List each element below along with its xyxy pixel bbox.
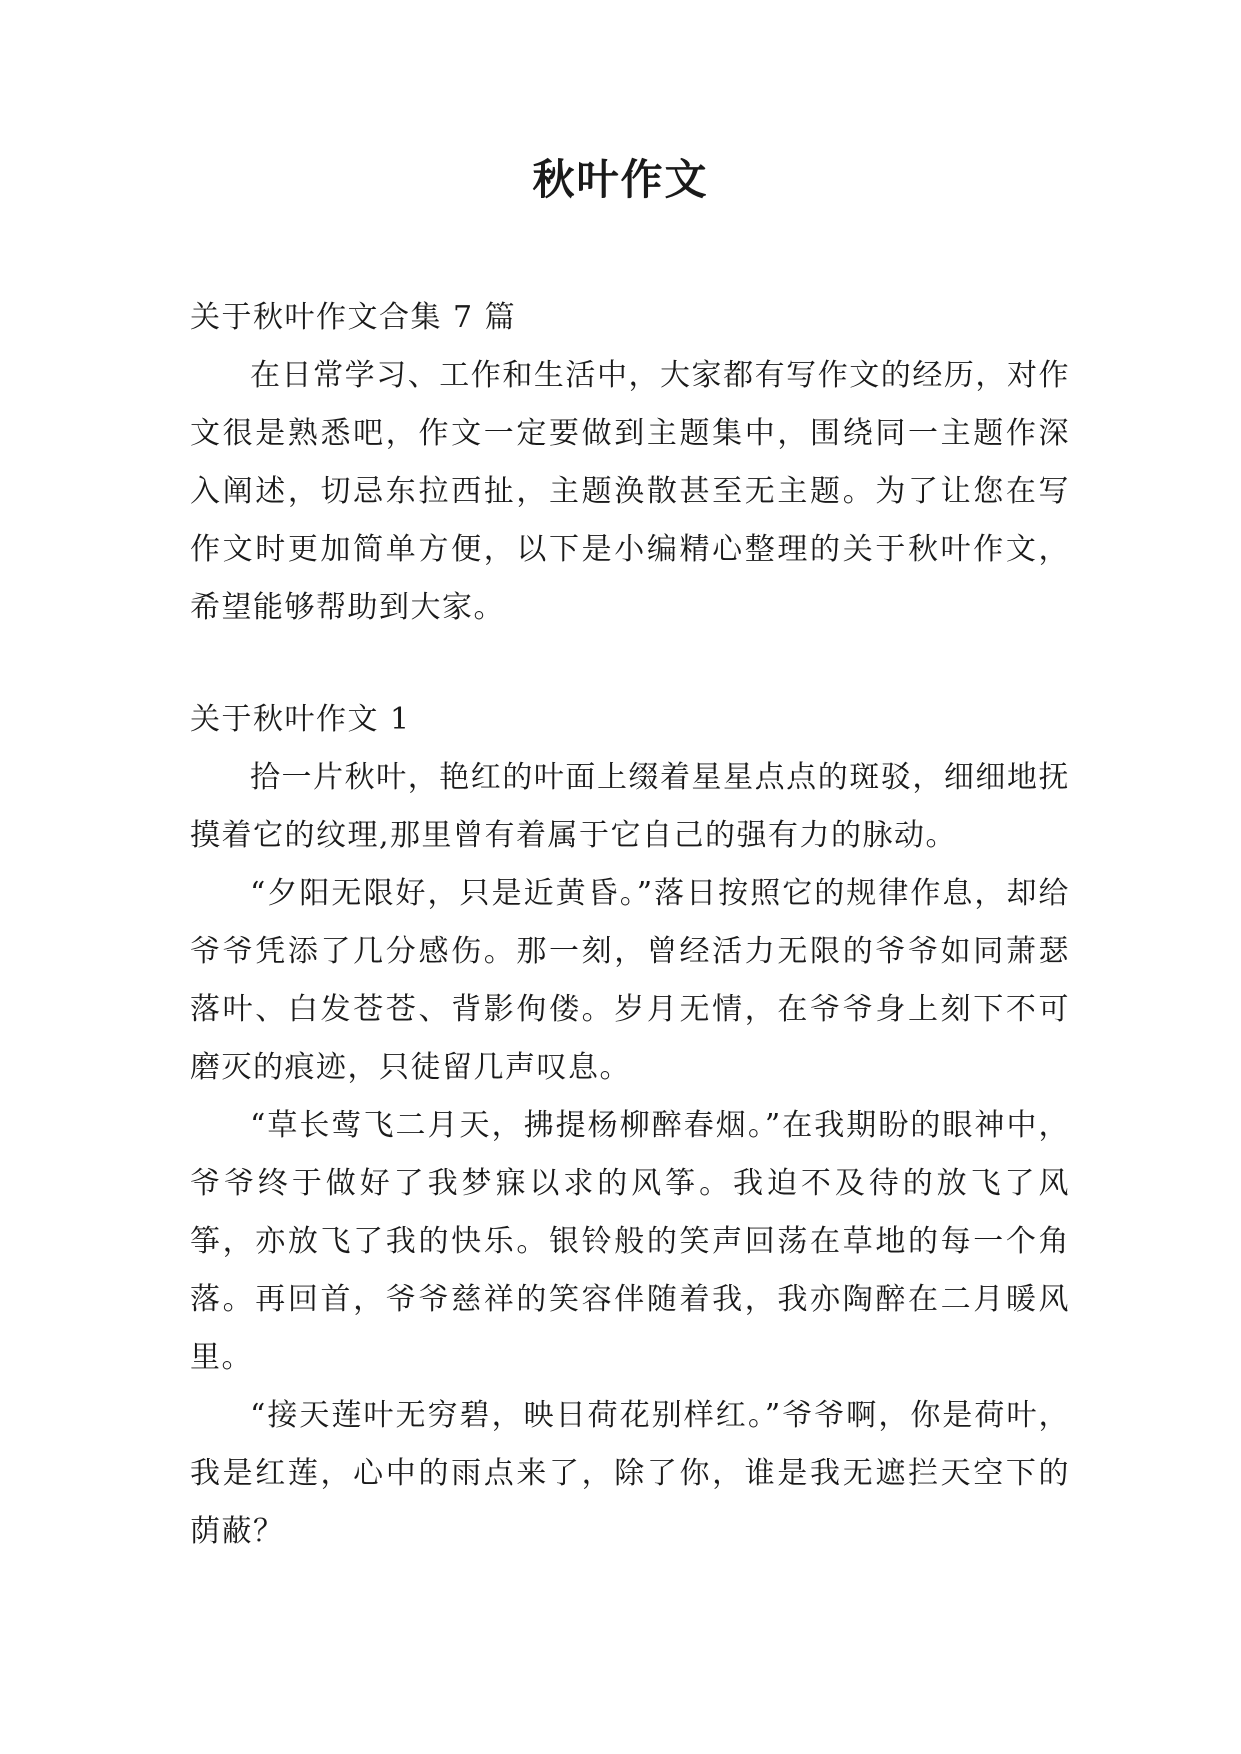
document-title: 秋叶作文 xyxy=(532,155,709,204)
intro-paragraph: 在日常学习、工作和生活中，大家都有写作文的经历，对作文很是熟悉吧，作文一定要做到主题集中，围绕同一主题作深入阐述，切忌东拉西扯，主题涣散甚至无主题。为了让您在写作文时更加简单方便，以下是小编精心整理的关于秋叶作文，希望能够帮助到大家。 xyxy=(190,358,1070,625)
essay-1-section xyxy=(190,691,1070,1561)
essay-1-paragraph-4: “接天莲叶无穷碧，映日荷花别样红。”爷爷啊，你是荷叶，我是红莲，心中的雨点来了，除了你，谁是我无遮拦天空下的荫蔽？ xyxy=(190,1398,1070,1549)
essay-1-heading: 关于秋叶作文 1 xyxy=(190,702,411,737)
essay-1-paragraph-2: “夕阳无限好，只是近黄昏。”落日按照它的规律作息，却给爷爷凭添了几分感伤。那一刻，曾经活力无限的爷爷如同萧瑟落叶、白发苍苍、背影佝偻。岁月无情，在爷爷身上刻下不可磨灭的痕迹，只徒留几声叹息。 xyxy=(190,876,1070,1085)
intro-section xyxy=(190,289,1070,637)
intro-heading: 关于秋叶作文合集 7 篇 xyxy=(190,300,517,335)
essay-1-paragraph-3: “草长莺飞二月天，拂提杨柳醉春烟。”在我期盼的眼神中，爷爷终于做好了我梦寐以求的风筝。我迫不及待的放飞了风筝，亦放飞了我的快乐。银铃般的笑声回荡在草地的每一个角落。再回首，爷爷慈祥的笑容伴随着我，我亦陶醉在二月暖风里。 xyxy=(190,1108,1070,1375)
essay-1-paragraph-1: 拾一片秋叶，艳红的叶面上缀着星星点点的斑驳，细细地抚摸着它的纹理,那里曾有着属于它自己的强有力的脉动。 xyxy=(190,760,1070,853)
